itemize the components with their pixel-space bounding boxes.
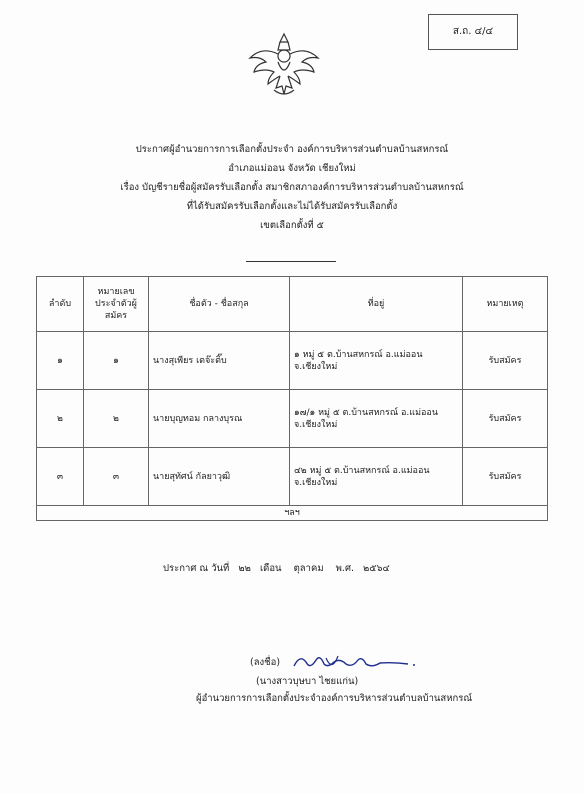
table-footer-row: [37, 506, 548, 521]
col-header-number: หมายเลขประจำตัวผู้สมัคร: [84, 277, 149, 332]
announcement-date: ประกาศ ณ วันที่ ๒๒ เดือน ตุลาคม พ.ศ. ๒๕๖๔: [163, 563, 390, 574]
signatory-name: (นางสาวบุษบา ไชยแก่น): [256, 676, 359, 687]
heading-line-5: เขตเลือกตั้งที่ ๕: [260, 220, 324, 231]
signature-icon: [290, 648, 420, 678]
cell-note: รับสมัคร: [463, 448, 548, 506]
cell-address: ๔๒ หมู่ ๕ ต.บ้านสหกรณ์ อ.แม่ออน จ.เชียงใหม่: [290, 448, 463, 506]
heading-line-2: อำเภอแม่ออน จังหวัด เชียงใหม่: [228, 163, 356, 174]
cell-note: รับสมัคร: [463, 390, 548, 448]
cell-number: ๑: [84, 332, 149, 390]
cell-name: นางสุเพียร เตจ๊ะติ๊บ: [149, 332, 290, 390]
table-row: [37, 332, 548, 390]
col-header-address: ที่อยู่: [290, 277, 463, 332]
col-header-order: ลำดับ: [37, 277, 84, 332]
heading-divider: [246, 261, 336, 262]
cell-number: ๒: [84, 390, 149, 448]
cell-address: ๑๗/๑ หมู่ ๕ ต.บ้านสหกรณ์ อ.แม่ออน จ.เชียงใหม่: [290, 390, 463, 448]
garuda-emblem-icon: [244, 28, 324, 100]
heading-line-4: ที่ได้รับสมัครรับเลือกตั้งและไม่ได้รับสมัครรับเลือกตั้ง: [186, 201, 398, 212]
cell-order: ๓: [37, 448, 84, 506]
heading-line-3: เรื่อง บัญชีรายชื่อผู้สมัครรับเลือกตั้ง สมาชิกสภาองค์การบริหารส่วนตำบลบ้านสหกรณ์: [120, 182, 464, 193]
cell-order: ๒: [37, 390, 84, 448]
col-header-name: ชื่อตัว - ชื่อสกุล: [149, 277, 290, 332]
signature-label: (ลงชื่อ): [250, 657, 281, 668]
cell-number: ๓: [84, 448, 149, 506]
table-header-row: [37, 277, 548, 332]
signatory-title: ผู้อำนวยการการเลือกตั้งประจำองค์การบริหารส่วนตำบลบ้านสหกรณ์: [196, 693, 473, 704]
cell-note: รับสมัคร: [463, 332, 548, 390]
table-row: [37, 448, 548, 506]
cell-name: นายบุญทอม กลางบุรณ: [149, 390, 290, 448]
table-continuation-mark: ฯลฯ: [37, 506, 548, 521]
cell-order: ๑: [37, 332, 84, 390]
cell-name: นายสุทัศน์ กัลยาวุฒิ: [149, 448, 290, 506]
cell-address: ๑ หมู่ ๕ ต.บ้านสหกรณ์ อ.แม่ออน จ.เชียงใหม่: [290, 332, 463, 390]
heading-line-1: ประกาศผู้อำนวยการการเลือกตั้งประจำ องค์การบริหารส่วนตำบลบ้านสหกรณ์: [135, 144, 449, 155]
col-header-note: หมายเหตุ: [463, 277, 548, 332]
candidate-table: [36, 276, 548, 521]
table-row: [37, 390, 548, 448]
form-code-box: ส.ถ. ๔/๔: [428, 14, 518, 50]
